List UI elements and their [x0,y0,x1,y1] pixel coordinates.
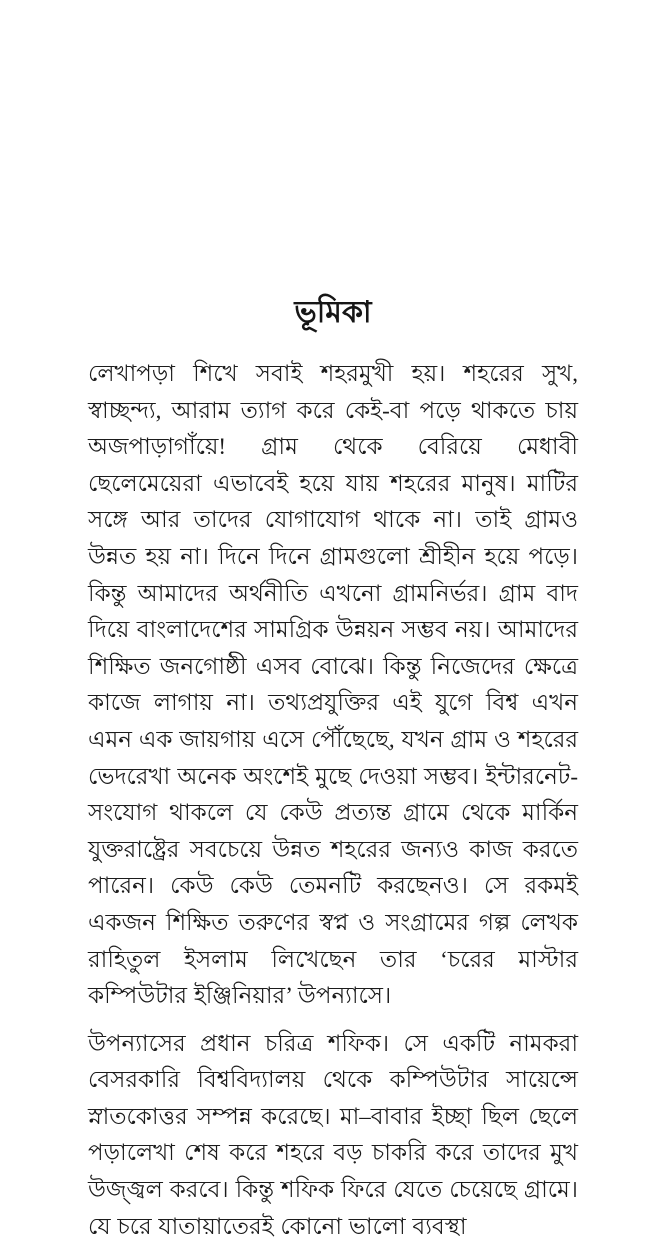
chapter-title: ভূমিকা [294,296,372,329]
body-text [88,356,578,1245]
paragraph-1: লেখাপড়া শিখে সবাই শহরমুখী হয়। শহরের সুখ, স্বাচ্ছন্দ্য, আরাম ত্যাগ করে কেই-বা পড়ে থাকতে চায় অজপাড়াগাঁয়ে! গ্রাম থেকে বেরিয়ে মেধাবী ছেলেমেয়েরা এভাবেই হয়ে যায় শহরের মানুষ। মাটির সঙ্গে আর তাদের যোগাযোগ থাকে না। তাই গ্রামও উন্নত হয় না। দিনে দিনে গ্রামগুলো শ্রীহীন হয়ে পড়ে। কিন্তু আমাদের অর্থনীতি এখনো গ্রামনির্ভর। গ্রাম বাদ দিয়ে বাংলাদেশের সামগ্রিক উন্নয়ন সম্ভব নয়। আমাদের শিক্ষিত জনগোষ্ঠী এসব বোঝে। কিন্তু নিজেদের ক্ষেত্রে কাজে লাগায় না। তথ্যপ্রযুক্তির এই যুগে বিশ্ব এখন এমন এক জায়গায় এসে পৌঁছেছে, যখন গ্রাম ও শহরের ভেদরেখা অনেক অংশেই মুছে দেওয়া সম্ভব। ইন্টারনেট-সংযোগ থাকলে যে কেউ প্রত্যন্ত গ্রামে থেকে মার্কিন যুক্তরাষ্ট্রের সবচেয়ে উন্নত শহরের জন্যও কাজ করতে পারেন। কেউ কেউ তেমনটি করছেনও। সে রকমই একজন শিক্ষিত তরুণের স্বপ্ন ও সংগ্রামের গল্প লেখক রাহিতুল ইসলাম লিখেছেন তার ‘চরের মাস্টার কম্পিউটার ইঞ্জিনিয়ার’ উপন্যাসে। [88,361,578,1009]
paragraph-2: উপন্যাসের প্রধান চরিত্র শফিক। সে একটি নামকরা বেসরকারি বিশ্ববিদ্যালয় থেকে কম্পিউটার সায়েন্সে স্নাতকোত্তর সম্পন্ন করেছে। মা–বাবার ইচ্ছা ছিল ছেলে পড়ালেখা শেষ করে শহরে বড় চাকরি করে তাদের মুখ উজ্জ্বল করবে। কিন্তু শফিক ফিরে যেতে চেয়েছে গ্রামে। যে চরে যাতায়াতেরই কোনো ভালো ব্যবস্থা [88,1030,578,1239]
